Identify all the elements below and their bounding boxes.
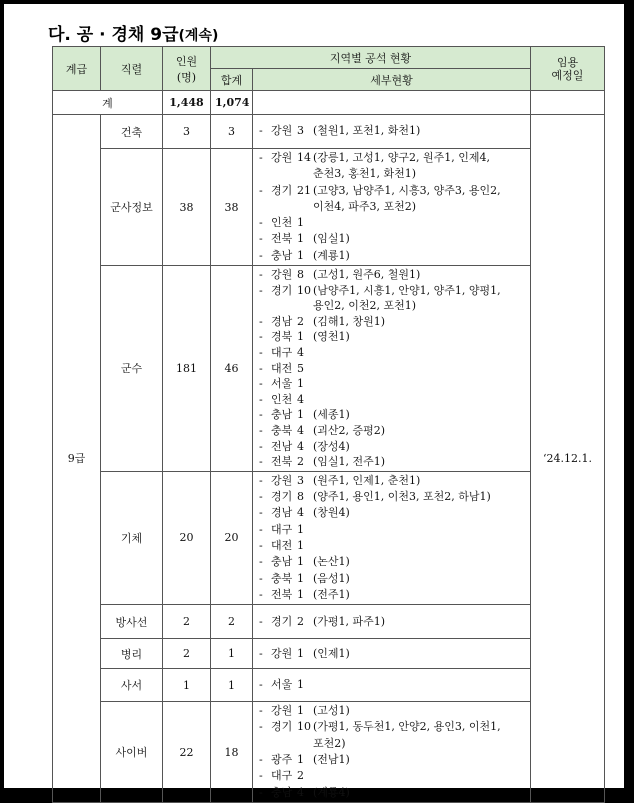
vacancy-count: 4 [297, 424, 304, 438]
detail-line [259, 423, 524, 439]
district-breakdown: (원주1, 인제1, 춘천1) [313, 473, 421, 487]
district-breakdown: (양주1, 용인1, 이천3, 포천2, 하남1) [313, 490, 491, 504]
detail-line [259, 314, 524, 330]
region-name: 충북 [271, 571, 293, 585]
region-name: 강원 [271, 473, 293, 487]
vacancy-count: 1 [297, 753, 304, 767]
bullet-dash-icon: - [259, 424, 263, 438]
subtotal-cell: 46 [211, 266, 253, 472]
vacancy-table [52, 46, 605, 803]
region-name: 전북 [271, 232, 293, 246]
table-row [53, 669, 605, 702]
job-cell: 기체 [101, 471, 163, 604]
district-breakdown: (김해1, 창원1) [313, 314, 386, 328]
district-breakdown: (계룡4) [313, 785, 350, 799]
job-cell: 군수 [101, 266, 163, 472]
detail-line [259, 345, 524, 361]
headcount-cell: 1 [163, 669, 211, 702]
headcount-cell: 3 [163, 115, 211, 149]
vacancy-count: 1 [297, 555, 304, 569]
detail-line [259, 231, 524, 247]
job-cell: 방사선 [101, 605, 163, 639]
vacancy-count: 1 [297, 522, 304, 536]
details-cell [253, 149, 531, 266]
bullet-dash-icon: - [259, 473, 263, 487]
subtotal-cell: 18 [211, 702, 253, 803]
vacancy-count: 2 [297, 769, 304, 783]
bullet-dash-icon: - [259, 753, 263, 767]
detail-line [259, 768, 524, 784]
table-row [53, 605, 605, 639]
vacancy-count: 1 [297, 678, 304, 692]
subtotal-cell: 38 [211, 149, 253, 266]
district-breakdown: (인제1) [313, 646, 350, 660]
bullet-dash-icon: - [259, 283, 263, 297]
vacancy-count: 1 [297, 330, 304, 344]
detail-line [259, 150, 524, 166]
header-headcount: 인원(명) [163, 47, 211, 91]
district-breakdown: (영천1) [313, 330, 350, 344]
subtotal-cell: 1 [211, 639, 253, 669]
district-breakdown: (가평1, 동두천1, 안양2, 용인3, 이천1, [313, 720, 501, 734]
vacancy-count: 4 [297, 506, 304, 520]
document-page [4, 4, 624, 799]
header-subtotal: 합계 [211, 69, 253, 91]
region-name: 경기 [271, 490, 293, 504]
region-name: 전남 [271, 439, 293, 453]
bullet-dash-icon: - [259, 506, 263, 520]
bullet-dash-icon: - [259, 361, 263, 375]
vacancy-count: 2 [297, 314, 304, 328]
detail-line-continued: 용인2, 이천2, 포천1) [313, 299, 417, 313]
region-name: 강원 [271, 268, 293, 282]
headcount-cell: 20 [163, 471, 211, 604]
bullet-dash-icon: - [259, 248, 263, 262]
job-cell: 병리 [101, 639, 163, 669]
detail-line [259, 538, 524, 554]
bullet-dash-icon: - [259, 646, 263, 660]
region-name: 충남 [271, 785, 293, 799]
subtotal-cell: 20 [211, 471, 253, 604]
detail-line-continued: 이천4, 파주3, 포천2) [313, 199, 417, 213]
detail-line [259, 376, 524, 392]
details-cell [253, 605, 531, 639]
region-name: 강원 [271, 124, 293, 138]
bullet-dash-icon: - [259, 232, 263, 246]
vacancy-count: 1 [297, 248, 304, 262]
details-cell [253, 471, 531, 604]
region-name: 경기 [271, 720, 293, 734]
detail-line [259, 123, 524, 139]
district-breakdown: (세종1) [313, 408, 350, 422]
vacancy-count: 3 [297, 124, 304, 138]
bullet-dash-icon: - [259, 678, 263, 692]
bullet-dash-icon: - [259, 124, 263, 138]
region-name: 강원 [271, 151, 293, 164]
vacancy-count: 4 [297, 439, 304, 453]
bullet-dash-icon: - [259, 330, 263, 344]
detail-line [259, 248, 524, 264]
vacancy-count: 14 [297, 151, 311, 164]
vacancy-count: 8 [297, 490, 304, 504]
detail-line [259, 454, 524, 470]
district-breakdown: (논산1) [313, 555, 350, 569]
district-breakdown: (전주1) [313, 587, 350, 601]
detail-line [259, 361, 524, 377]
bullet-dash-icon: - [259, 439, 263, 453]
details-cell [253, 702, 531, 803]
district-breakdown: (철원1, 포천1, 화천1) [313, 124, 421, 138]
district-breakdown: (음성1) [313, 571, 350, 585]
detail-line [259, 473, 524, 489]
vacancy-count: 1 [297, 538, 304, 552]
detail-line [259, 215, 524, 231]
vacancy-count: 10 [297, 283, 311, 297]
district-breakdown: (계룡1) [313, 248, 350, 262]
total-headcount: 1,448 [163, 91, 211, 115]
region-name: 경남 [271, 506, 293, 520]
bullet-dash-icon: - [259, 538, 263, 552]
region-name: 충남 [271, 408, 293, 422]
region-name: 대구 [271, 522, 293, 536]
detail-line [259, 329, 524, 345]
detail-line [259, 505, 524, 521]
region-name: 전북 [271, 455, 293, 469]
detail-line-continued: 춘천3, 홍천1, 화천1) [313, 167, 417, 181]
total-label: 계 [53, 91, 163, 115]
district-breakdown: (창원4) [313, 506, 350, 520]
region-name: 경북 [271, 330, 293, 344]
bullet-dash-icon: - [259, 455, 263, 469]
detail-line [259, 752, 524, 768]
vacancy-count: 1 [297, 587, 304, 601]
bullet-dash-icon: - [259, 785, 263, 799]
district-breakdown: (남양주1, 시흥1, 안양1, 양주1, 양평1, [313, 283, 501, 297]
detail-line [259, 183, 524, 199]
region-name: 경남 [271, 314, 293, 328]
job-cell: 건축 [101, 115, 163, 149]
region-name: 강원 [271, 704, 293, 718]
headcount-cell: 181 [163, 266, 211, 472]
vacancy-count: 5 [297, 361, 304, 375]
total-details-empty [253, 91, 531, 115]
table-row [53, 115, 605, 149]
district-breakdown: (고성1, 원주6, 철원1) [313, 268, 421, 282]
district-breakdown: (전남1) [313, 753, 350, 767]
table-row [53, 702, 605, 803]
subtotal-cell: 2 [211, 605, 253, 639]
detail-line [259, 392, 524, 408]
region-name: 전북 [271, 587, 293, 601]
bullet-dash-icon: - [259, 571, 263, 585]
region-name: 경기 [271, 283, 293, 297]
details-cell [253, 266, 531, 472]
region-name: 경기 [271, 183, 293, 197]
detail-line [259, 522, 524, 538]
grade-cell: 9급 [53, 115, 101, 803]
region-name: 대구 [271, 769, 293, 783]
region-name: 경기 [271, 614, 293, 628]
detail-line [259, 614, 524, 630]
details-cell [253, 669, 531, 702]
header-grade: 계급 [53, 47, 101, 91]
table-row [53, 639, 605, 669]
region-name: 광주 [271, 753, 293, 767]
detail-line-continued: 포천2) [313, 736, 346, 750]
detail-line [259, 439, 524, 455]
bullet-dash-icon: - [259, 346, 263, 360]
table-row [53, 471, 605, 604]
vacancy-count: 4 [297, 392, 304, 406]
bullet-dash-icon: - [259, 377, 263, 391]
details-cell [253, 115, 531, 149]
vacancy-count: 1 [297, 216, 304, 230]
district-breakdown: (고양3, 남양주1, 시흥3, 양주3, 용인2, [313, 183, 501, 197]
total-subtotal: 1,074 [211, 91, 253, 115]
vacancy-count: 2 [297, 614, 304, 628]
job-cell: 사서 [101, 669, 163, 702]
detail-line [259, 719, 524, 735]
bullet-dash-icon: - [259, 587, 263, 601]
region-name: 대전 [271, 538, 293, 552]
district-breakdown: (임실1) [313, 232, 350, 246]
total-appointment-empty [531, 91, 605, 115]
bullet-dash-icon: - [259, 216, 263, 230]
table-row [53, 266, 605, 472]
detail-line [259, 554, 524, 570]
bullet-dash-icon: - [259, 392, 263, 406]
header-regional-status: 지역별 공석 현황 [211, 47, 531, 69]
region-name: 서울 [271, 377, 293, 391]
section-heading [48, 20, 218, 45]
details-cell [253, 639, 531, 669]
vacancy-count: 1 [297, 571, 304, 585]
detail-line [259, 646, 524, 662]
subtotal-cell: 3 [211, 115, 253, 149]
vacancy-count: 1 [297, 408, 304, 422]
district-breakdown: (가평1, 파주1) [313, 614, 386, 628]
vacancy-count: 10 [297, 720, 311, 734]
vacancy-count: 21 [297, 183, 311, 197]
vacancy-count: 4 [297, 785, 304, 799]
region-name: 충북 [271, 424, 293, 438]
section-heading-main: 다. 공 · 경채 9급 [48, 25, 179, 45]
district-breakdown: (임실1, 전주1) [313, 455, 386, 469]
detail-line [259, 489, 524, 505]
detail-line [259, 703, 524, 719]
detail-line [259, 785, 524, 801]
header-appointment-line: 임용 [556, 55, 579, 69]
detail-line [259, 587, 524, 603]
header-position: 직렬 [101, 47, 163, 91]
headcount-cell: 38 [163, 149, 211, 266]
job-cell: 사이버 [101, 702, 163, 803]
region-name: 인천 [271, 216, 293, 230]
vacancy-count: 3 [297, 473, 304, 487]
district-breakdown: (장성4) [313, 439, 350, 453]
bullet-dash-icon: - [259, 720, 263, 734]
headcount-cell: 2 [163, 605, 211, 639]
appointment-date-cell: ‘24.12.1. [531, 115, 605, 803]
region-name: 강원 [271, 646, 293, 660]
vacancy-count: 2 [297, 455, 304, 469]
bullet-dash-icon: - [259, 769, 263, 783]
bullet-dash-icon: - [259, 183, 263, 197]
bullet-dash-icon: - [259, 614, 263, 628]
district-breakdown: (괴산2, 증평2) [313, 424, 386, 438]
detail-line [259, 677, 524, 693]
region-name: 충남 [271, 555, 293, 569]
headcount-cell: 2 [163, 639, 211, 669]
detail-line [259, 267, 524, 283]
section-heading-suffix: (계속) [178, 28, 219, 44]
detail-line [259, 283, 524, 299]
district-breakdown: (강릉1, 고성1, 양구2, 원주1, 인제4, [313, 151, 491, 164]
header-appointment [531, 47, 605, 91]
vacancy-count: 1 [297, 377, 304, 391]
region-name: 서울 [271, 678, 293, 692]
vacancy-count: 1 [297, 704, 304, 718]
region-name: 대구 [271, 346, 293, 360]
region-name: 충남 [271, 248, 293, 262]
bullet-dash-icon: - [259, 314, 263, 328]
district-breakdown: (고성1) [313, 704, 350, 718]
bullet-dash-icon: - [259, 555, 263, 569]
job-cell: 군사정보 [101, 149, 163, 266]
subtotal-cell: 1 [211, 669, 253, 702]
detail-line [259, 571, 524, 587]
vacancy-count: 1 [297, 232, 304, 246]
vacancy-count: 4 [297, 346, 304, 360]
detail-line [259, 407, 524, 423]
total-row [53, 91, 605, 115]
vacancy-count: 1 [297, 646, 304, 660]
region-name: 대전 [271, 361, 293, 375]
bullet-dash-icon: - [259, 408, 263, 422]
vacancy-count: 8 [297, 268, 304, 282]
bullet-dash-icon: - [259, 490, 263, 504]
bullet-dash-icon: - [259, 268, 263, 282]
header-details: 세부현황 [253, 69, 531, 91]
header-appointment-line: 예정일 [551, 68, 584, 82]
table-row [53, 149, 605, 266]
bullet-dash-icon: - [259, 151, 263, 164]
bullet-dash-icon: - [259, 704, 263, 718]
headcount-cell: 22 [163, 702, 211, 803]
region-name: 인천 [271, 392, 293, 406]
bullet-dash-icon: - [259, 522, 263, 536]
